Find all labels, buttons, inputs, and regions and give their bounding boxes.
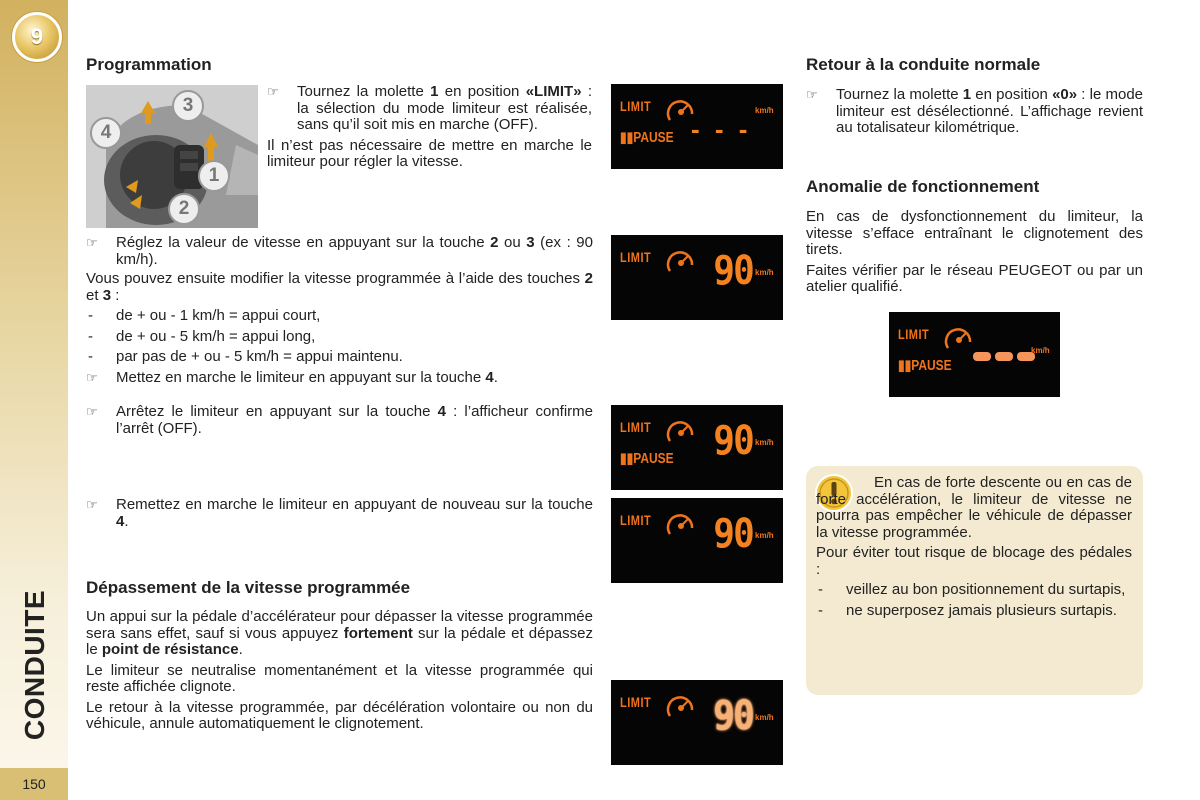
text: : l’afficheur confirme l’arrêt (OFF). (116, 403, 594, 437)
blinking-dashes-icon (973, 350, 1035, 364)
limit-label: LIMIT (898, 327, 930, 343)
anomalie-para-2: Faites vérifier par le réseau PEUGEOT ou par un atelier qualifié. (806, 261, 1143, 295)
text: 3 (526, 234, 535, 251)
dep-para-2: Le limiteur se neutralise momentanément et la vitesse programmée qui reste affichée clignote. (86, 661, 593, 695)
heading-programmation: Programmation (86, 55, 212, 74)
depassement-block (86, 609, 593, 733)
text: : (111, 286, 120, 304)
text: «LIMIT» (525, 83, 582, 100)
pointing-hand-icon: ☞ (806, 87, 818, 102)
unit-label: km/h (755, 713, 774, 722)
pause-text: PAUSE (633, 128, 674, 146)
stalk-controls-image (86, 85, 258, 228)
warning-para-2: Pour éviter tout risque de blocage des pédales : (816, 544, 1132, 578)
text: Vous pouvez ensuite modifier la vitesse programmée à l’aide des touches (86, 270, 585, 287)
text: 1 (962, 86, 972, 103)
dash-item (816, 582, 1132, 599)
text: 2 (490, 234, 499, 251)
text: point de résistance (101, 641, 239, 658)
dashes-display: - - - (691, 114, 752, 144)
bullet-stop (86, 404, 593, 437)
anomalie-para-1: En cas de dysfonctionnement du limiteur, la vitesse s’efface entraînant le clignotement des tirets. (806, 208, 1143, 258)
unit-label: km/h (1031, 346, 1050, 355)
pause-label: ▮▮PAUSE (620, 449, 674, 467)
pointing-hand-icon: ☞ (86, 369, 98, 385)
text: Arrêtez le limiteur en appuyant sur la touche (116, 403, 438, 420)
text: de + ou - 5 km/h = appui long, (116, 327, 316, 345)
pointing-hand-icon: ☞ (86, 404, 98, 419)
warning-para-1: En cas de forte descente ou en cas de forte accélération, le limiteur de vitesse ne pourra pas empêcher le véhicule de dépasser la vitesse programmée. (816, 474, 1132, 541)
dash-mark: - (88, 327, 93, 345)
bullet-start-limiter (86, 370, 593, 387)
limit-label: LIMIT (620, 695, 652, 711)
callout-4: 4 (90, 117, 122, 149)
text: Tournez la molette (836, 86, 963, 103)
bullet-stop-limiter (86, 404, 593, 437)
display-limit-90 (611, 235, 783, 320)
text: Mettez en marche le limiteur en appuyant sur la touche (116, 368, 486, 386)
dash-item (816, 603, 1132, 620)
limit-label: LIMIT (620, 99, 652, 115)
text: ne superposez jamais plusieurs surtapis. (846, 601, 1117, 619)
bullet-turn-dial (267, 84, 592, 134)
prog-settings-block (86, 235, 593, 386)
section-title-text: CONDUITE (19, 589, 50, 741)
dash-mark: - (88, 307, 93, 324)
page-number: 150 (22, 776, 46, 792)
speed-value-blinking: 90 (713, 693, 753, 739)
unit-label: km/h (755, 531, 774, 540)
pause-label: ▮▮PAUSE (898, 356, 952, 374)
display-anomaly (889, 312, 1060, 397)
page-number-box (0, 768, 68, 800)
text: . (124, 512, 129, 530)
limit-label: LIMIT (620, 420, 652, 436)
pause-text: PAUSE (911, 356, 952, 374)
bullet-return-normal (806, 87, 1143, 137)
heading-anomalie: Anomalie de fonctionnement (806, 177, 1040, 196)
text: 3 (102, 286, 112, 304)
unit-label: km/h (755, 106, 774, 115)
text: (ex : 90 km/h). (116, 234, 593, 268)
pause-text: PAUSE (633, 449, 674, 467)
text: Réglez la valeur de vitesse en appuyant sur la touche (116, 234, 491, 251)
callout-1: 1 (198, 160, 230, 192)
speed-value: 90 (713, 248, 753, 294)
text: par pas de + ou - 5 km/h = appui maintenu. (116, 348, 403, 365)
prog-note: Il n’est pas nécessaire de mettre en marche le limiteur pour régler la vitesse. (267, 136, 592, 170)
heading-depassement: Dépassement de la vitesse programmée (86, 578, 411, 597)
display-limit-pause-dashes (611, 84, 783, 169)
display-90-blinking (611, 680, 783, 765)
pointing-hand-icon: ☞ (86, 235, 98, 250)
callout-3: 3 (172, 90, 204, 122)
dash-mark: - (88, 348, 93, 365)
text: 4 (485, 368, 494, 386)
text: «0» (1052, 86, 1078, 103)
dep-para-3: Le retour à la vitesse programmée, par décélération volontaire ou non du véhicule, annule automatiquement le clignotement. (86, 698, 593, 732)
text: en position (971, 86, 1053, 103)
unit-label: km/h (755, 268, 774, 277)
text: 1 (430, 83, 439, 100)
speedometer-icon (666, 247, 698, 277)
speed-value: 90 (713, 418, 753, 464)
limit-label: LIMIT (620, 250, 652, 266)
speedometer-icon (666, 510, 698, 540)
pause-label: ▮▮PAUSE (620, 128, 674, 146)
dep-para-1 (86, 609, 593, 659)
unit-label: km/h (755, 438, 774, 447)
warning-text (816, 475, 1132, 619)
pointing-hand-icon: ☞ (267, 84, 279, 99)
text: fortement (343, 624, 413, 642)
text: de + ou - 1 km/h = appui court, (116, 307, 321, 324)
prog-intro-block (267, 84, 592, 171)
prog-modify-text (86, 271, 593, 304)
dash-mark: - (818, 601, 823, 619)
text: 4 (116, 512, 125, 530)
dash-mark: - (818, 581, 823, 598)
display-90-active (611, 498, 783, 583)
text: sur la pédale et dépassez le (86, 624, 593, 658)
display-limit-90-pause (611, 405, 783, 490)
dash-item (86, 349, 593, 366)
section-title (17, 585, 53, 745)
text: Un appui sur la pédale d’accélérateur pour dépasser la vitesse programmée sera sans effet, sauf si vous appuyez (86, 608, 593, 642)
bullet-restart (86, 497, 593, 530)
text: veillez au bon positionnement du surtapis, (846, 581, 1126, 598)
text: . (493, 368, 498, 386)
text: Remettez en marche le limiteur en appuyant de nouveau sur la touche (116, 496, 593, 513)
bullet-set-speed (86, 235, 593, 268)
text: : la sélection du mode limiteur est réalisée, sans qu’il soit mis en marche (OFF). (297, 83, 593, 133)
speedometer-icon (944, 324, 976, 354)
heading-retour: Retour à la conduite normale (806, 55, 1041, 74)
limit-label: LIMIT (620, 513, 652, 529)
text: en position (438, 83, 526, 100)
chapter-badge (12, 12, 62, 62)
speedometer-icon (666, 692, 698, 722)
callout-2: 2 (168, 193, 200, 225)
dash-item (86, 308, 593, 325)
retour-block (806, 87, 1143, 137)
text: 4 (437, 403, 446, 420)
text: : le mode limiteur est désélectionné. L’affichage revient au totalisateur kilométrique. (836, 86, 1144, 136)
speedometer-icon (666, 417, 698, 447)
text: . (238, 641, 243, 658)
speed-value: 90 (713, 511, 753, 557)
text: 2 (584, 270, 593, 287)
anomalie-block (806, 209, 1143, 296)
bullet-restart-limiter (86, 497, 593, 530)
dash-item (86, 329, 593, 346)
chapter-number: 9 (30, 24, 44, 49)
text: Tournez la molette (297, 83, 431, 100)
pointing-hand-icon: ☞ (86, 497, 98, 512)
text: et (86, 286, 103, 304)
text: ou (498, 234, 527, 251)
